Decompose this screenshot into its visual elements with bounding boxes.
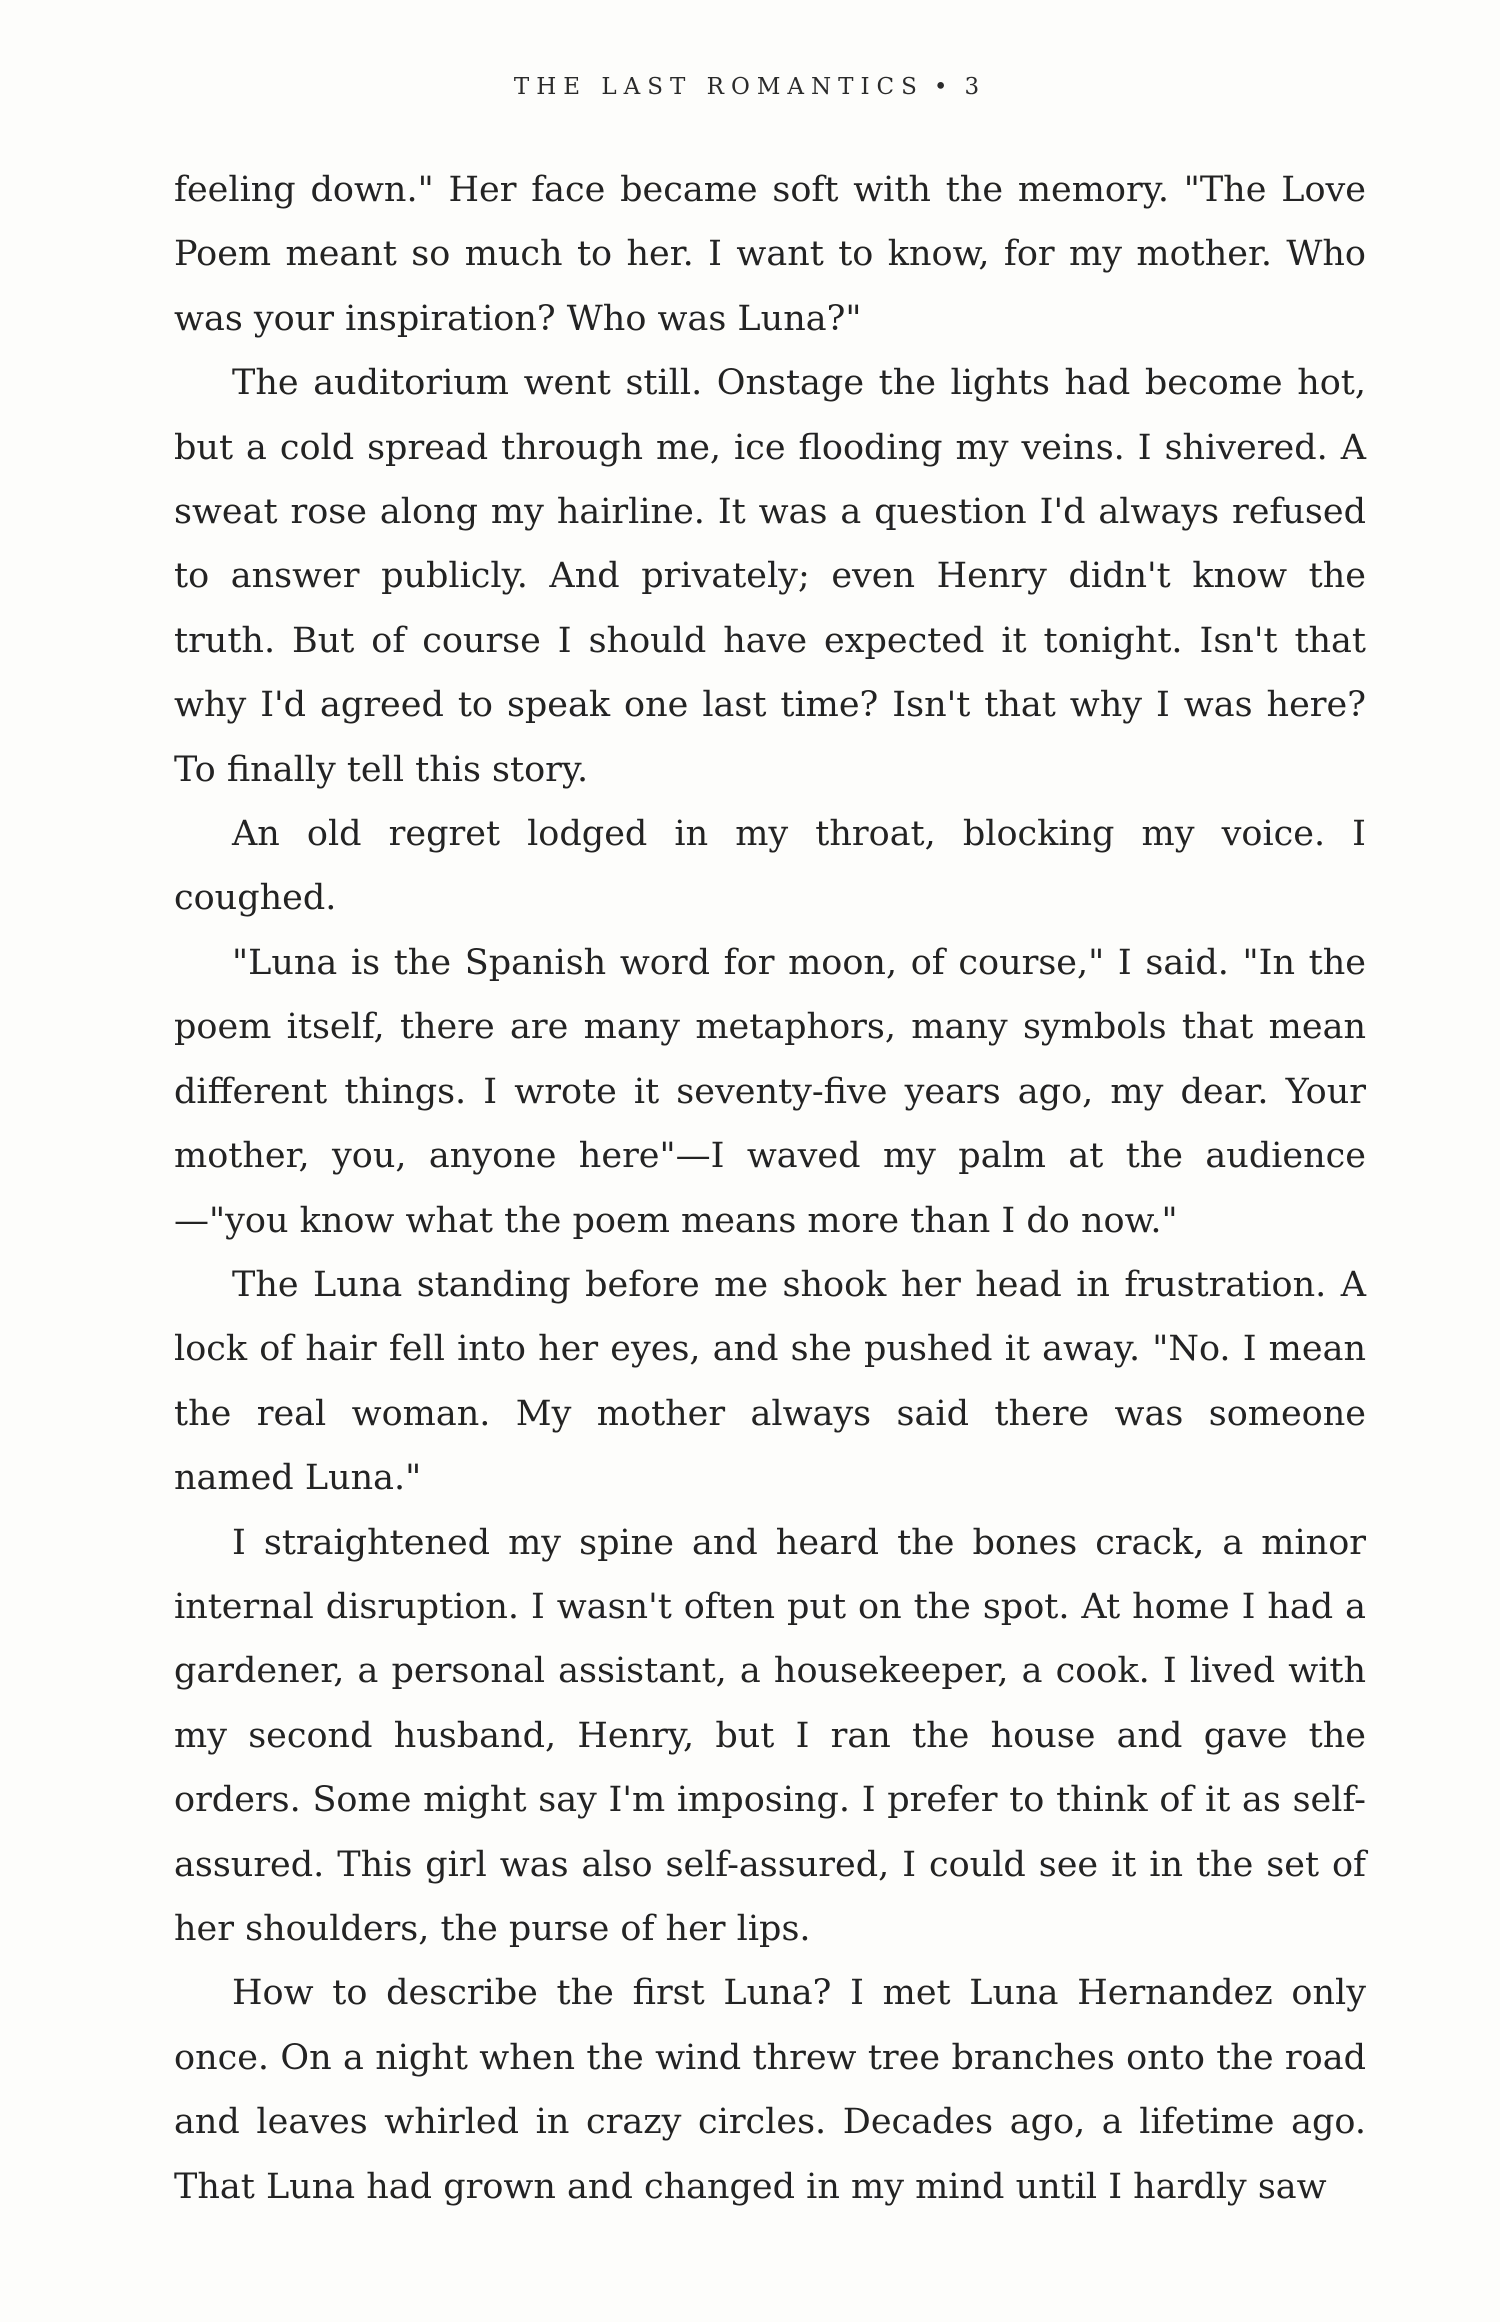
paragraph: How to describe the first Luna? I met Luna Hernandez only once. On a night when the wind threw tree branches onto the road and leaves whirled in crazy circles. Decades ago, a lifetime ago. That Luna had grown and changed in my mind until I hardly saw bbox=[174, 1973, 1366, 2207]
header-separator: • bbox=[933, 74, 955, 100]
paragraph: "Luna is the Spanish word for moon, of course," I said. "In the poem itself, there are many metaphors, many symbols that mean different things. I wrote it seventy-five years ago, my dear. Your mother, you, anyone here"—I waved my palm at the audience—"you know what the poem means more than I do now." bbox=[174, 942, 1366, 1241]
paragraph: The auditorium went still. Onstage the lights had become hot, but a cold spread through me, ice flooding my veins. I shivered. A sweat rose along my hairline. It was a question I'd always refused to answer publicly. And privately; even Henry didn't know the truth. But of course I should have expected it tonight. Isn't that why I'd agreed to speak one last time? Isn't that why I was here? To finally tell this story. bbox=[174, 363, 1366, 790]
page-number: 3 bbox=[964, 74, 987, 100]
paragraph: feeling down." Her face became soft with the memory. "The Love Poem meant so much to her. I want to know, for my mother. Who was your inspiration? Who was Luna?" bbox=[174, 170, 1366, 339]
paragraph: The Luna standing before me shook her head in frustration. A lock of hair fell into her eyes, and she pushed it away. "No. I mean the real woman. My mother always said there was someone named Luna." bbox=[174, 1264, 1366, 1499]
book-title: THE LAST ROMANTICS bbox=[513, 74, 924, 100]
body-text bbox=[174, 158, 1366, 2219]
running-header bbox=[0, 74, 1500, 100]
paragraph: I straightened my spine and heard the bones crack, a minor internal disruption. I wasn't often put on the spot. At home I had a gardener, a personal assistant, a housekeeper, a cook. I lived with my second husband, Henry, but I ran the house and gave the orders. Some might say I'm imposing. I prefer to think of it as self-assured. This girl was also self-assured, I could see it in the set of her shoulders, the purse of her lips. bbox=[174, 1522, 1366, 1949]
paragraph: An old regret lodged in my throat, blocking my voice. I coughed. bbox=[174, 814, 1366, 919]
